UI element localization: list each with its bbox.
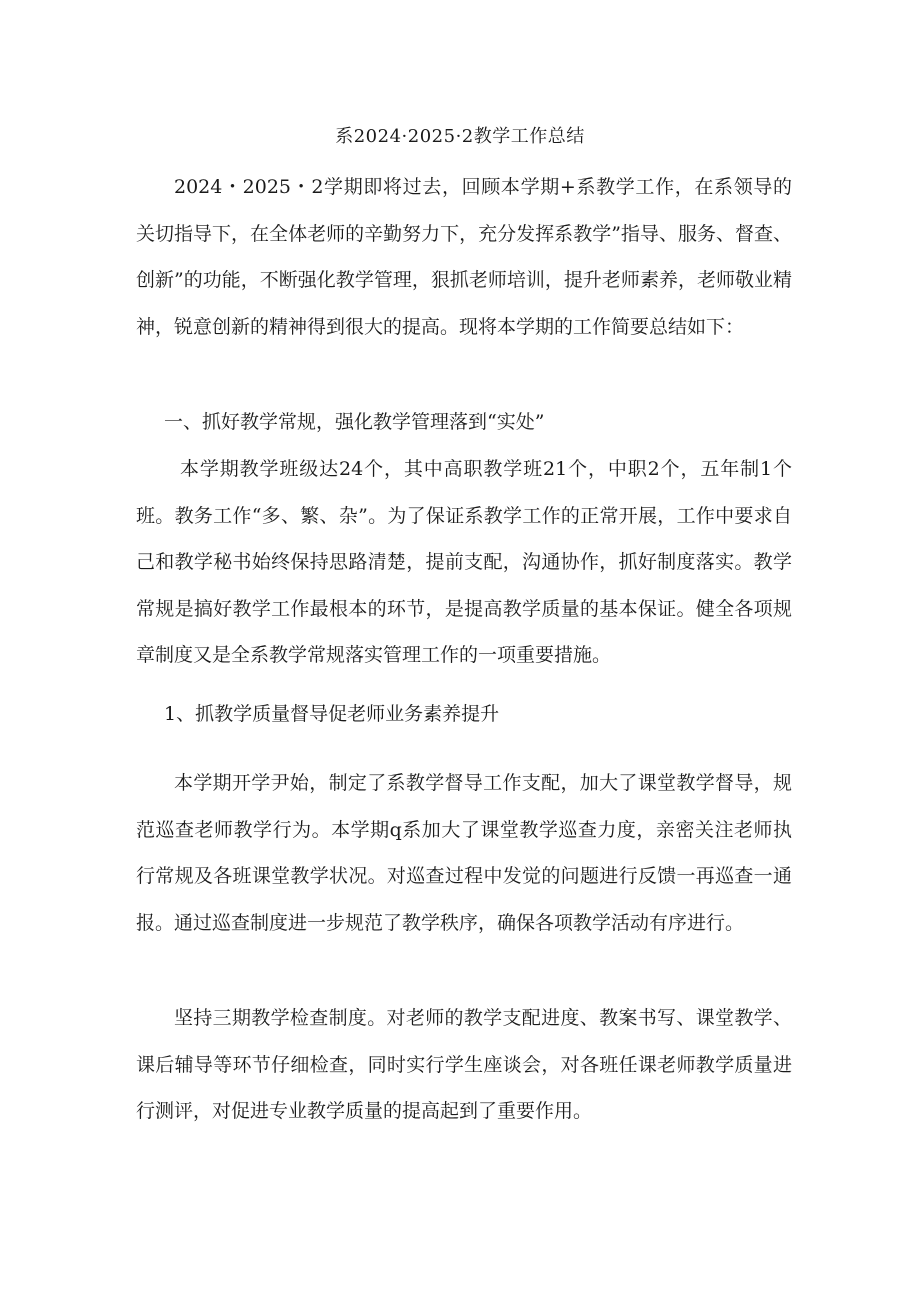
subsection-heading-1: 1、抓教学质量督导促老师业务素养提升 xyxy=(164,703,500,725)
subsection-1-paragraph-2: 坚持三期教学检查制度。对老师的教学支配进度、教案书写、课堂教学、课后辅导等环节仔细检查，同时实行学生座谈会，对各班任课老师教学质量进行测评，对促进专业教学质量的提高起到了重要作用。 xyxy=(136,1007,792,1122)
section-1-paragraph: 本学期教学班级达24个，其中高职教学班21个，中职2个，五年制1个班。教务工作“多、繁、杂”。为了保证系教学工作的正常开展，工作中要求自己和教学秘书始终保持思路清楚，提前支配，沟通协作，抓好制度落实。教学常规是搞好教学工作最根本的环节，是提高教学质量的基本保证。健全各项规章制度又是全系教学常规落实管理工作的一项重要措施。 xyxy=(136,458,792,666)
section-heading-1: 一、抓好教学常规，强化教学管理落到“实处” xyxy=(164,411,545,433)
subsection-1-paragraph-1: 本学期开学尹始，制定了系教学督导工作支配，加大了课堂教学督导，规范巡查老师教学行为。本学期q系加大了课堂教学巡查力度，亲密关注老师执行常规及各班课堂教学状况。对巡查过程中发觉的问题进行反馈一再巡查一通报。通过巡查制度进一步规范了教学秩序，确保各项教学活动有序进行。 xyxy=(136,772,792,934)
document-title: 系2024·2025·2教学工作总结 xyxy=(335,126,585,147)
intro-paragraph: 2024・2025・2学期即将过去，回顾本学期+系教学工作，在系领导的关切指导下，在全体老师的辛勤努力下，充分发挥系教学”指导、服务、督查、创新”的功能，不断强化教学管理，狠抓老师培训，提升老师素养，老师敬业精神，锐意创新的精神得到很大的提高。现将本学期的工作简要总结如下： xyxy=(136,176,792,338)
